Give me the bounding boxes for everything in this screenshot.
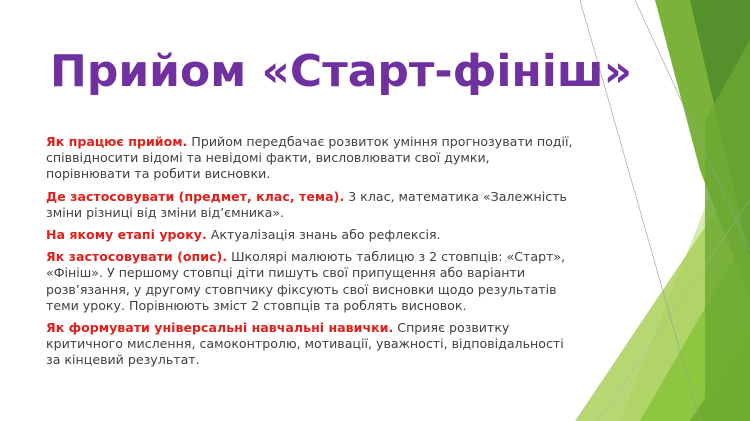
paragraph-text: Прийом передбачає розвиток уміння прогнозувати події, співвідносити відомі та невідомі факти, висловлювати свої думки, порівнювати та робити висновки.: [46, 134, 573, 182]
paragraph-text: Школярі малюють таблицю з 2 стовпців: «Старт», «Фініш». У першому стовпці діти пишуть свої припущення або варіанти розв’язання, у другому стовпчику фіксують свої висновки щодо результатів теми уроку. Порівнюють зміст 2 стовпців та роблять висновок.: [46, 249, 566, 313]
paragraph-heading: Де застосовувати (предмет, клас, тема).: [46, 188, 345, 204]
slide-title: Прийом «Старт-фініш»: [50, 46, 633, 97]
paragraph-how-to-apply: [46, 249, 576, 314]
paragraph-heading: Як застосовувати (опис).: [46, 249, 228, 265]
paragraph-lesson-stage: [46, 227, 576, 243]
paragraph-skills: [46, 320, 576, 369]
paragraph-text: 3 клас, математика «Залежність зміни різниці від зміни від’ємника».: [46, 188, 567, 220]
paragraph-heading: На якому етапі уроку.: [46, 227, 207, 243]
paragraph-text: Актуалізація знань або рефлексія.: [206, 227, 441, 243]
paragraph-heading: Як формувати універсальні навчальні навички.: [46, 320, 394, 336]
paragraph-how-it-works: [46, 134, 576, 183]
paragraph-heading: Як працює прийом.: [46, 134, 188, 149]
slide-content: [46, 134, 576, 375]
paragraph-text: Сприяє розвитку критичного мислення, самоконтролю, мотивації, уважності, відповідальності за кінцевий результат.: [46, 320, 564, 368]
paragraph-where-to-use: [46, 189, 576, 221]
